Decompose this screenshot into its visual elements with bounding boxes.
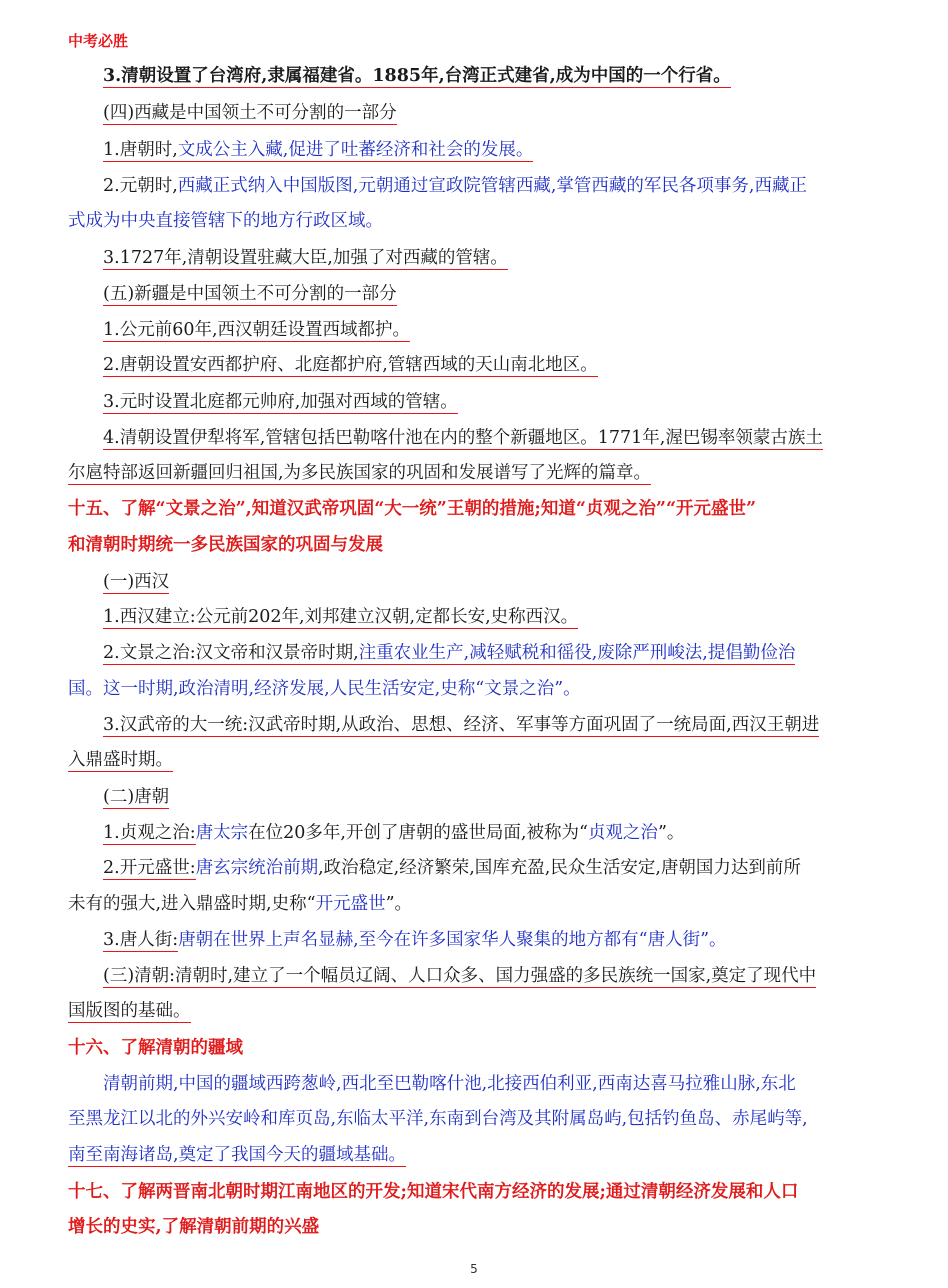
point-body: ”。 — [657, 823, 685, 843]
point-body: 至黑龙江以北的外兴安岭和库页岛,东临太平洋,东南到台湾及其附属岛屿,包括钓鱼岛、赤尾屿等, — [68, 1109, 808, 1129]
point-body: 3.1727年,清朝设置驻藏大臣,加强了对西藏的管辖。 — [103, 248, 508, 268]
subheading-tang — [103, 785, 948, 809]
point-body: 注重农业生产,减轻赋税和徭役,废除严刑峻法,提倡勤俭治 — [358, 643, 796, 663]
tibet-point-3 — [103, 246, 948, 270]
section-17-heading-cont — [68, 1215, 948, 1239]
point-body: 国版图的基础。 — [68, 1001, 191, 1021]
tang-point-3 — [103, 928, 948, 952]
section-16-heading — [68, 1036, 948, 1060]
section-heading-text: 增长的史实,了解清朝前期的兴盛 — [68, 1217, 320, 1237]
page-number: 5 — [470, 1262, 478, 1276]
point-label: 3.唐人街: — [103, 930, 179, 950]
point-keyword: 唐玄宗统治前期 — [195, 858, 319, 878]
section-heading-text: 十五、了解“文景之治”,知道汉武帝巩固“大一统”王朝的措施;知道“贞观之治”“开元盛世” — [68, 499, 757, 519]
subheading-western-han — [103, 570, 948, 594]
xinjiang-point-4 — [103, 426, 948, 450]
point-keyword: 贞观之治 — [587, 823, 658, 843]
point-body: 1.公元前60年,西汉朝廷设置西域都护。 — [103, 320, 411, 340]
point-body: ,政治稳定,经济繁荣,国库充盈,民众生活安定,唐朝国力达到前所 — [318, 858, 801, 878]
subheading-text: (五)新疆是中国领土不可分割的一部分 — [103, 284, 397, 304]
point-label: 1.贞观之治: — [103, 823, 196, 843]
point-body: 1.西汉建立:公元前202年,刘邦建立汉朝,定都长安,史称西汉。 — [103, 607, 579, 627]
han-point-2-cont — [68, 677, 948, 701]
point-body: 入鼎盛时期。 — [68, 750, 173, 770]
header-mark: 中考必胜 — [68, 32, 129, 50]
point-body: 3.汉武帝的大一统:汉武帝时期,从政治、思想、经济、军事等方面巩固了一统局面,西汉王朝进 — [103, 715, 820, 735]
point-body: (三)清朝:清朝时,建立了一个幅员辽阔、人口众多、国力强盛的多民族统一国家,奠定了现代中 — [103, 966, 817, 986]
tang-point-2-cont — [68, 892, 948, 916]
tibet-point-2 — [103, 174, 948, 198]
point-body: 2.唐朝设置安西都护府、北庭都护府,管辖西域的天山南北地区。 — [103, 355, 598, 375]
point-body: 清朝前期,中国的疆域西跨葱岭,西北至巴勒喀什池,北接西伯利亚,西南达喜马拉雅山脉,东北 — [103, 1074, 796, 1094]
section-15-heading-cont — [68, 533, 948, 557]
tibet-point-2-cont — [68, 209, 948, 233]
section-heading-text: 十七、了解两晋南北朝时期江南地区的开发;知道宋代南方经济的发展;通过清朝经济发展和人口 — [68, 1182, 799, 1202]
subheading-text: (一)西汉 — [103, 572, 170, 592]
point-body: 唐朝在世界上声名显赫,至今在许多国家华人聚集的地方都有“唐人街”。 — [178, 930, 727, 950]
point-body: 尔扈特部返回新疆回归祖国,为多民族国家的巩固和发展谱写了光辉的篇章。 — [68, 463, 652, 483]
qing-paragraph-cont — [68, 999, 948, 1023]
qing-territory-paragraph-cont — [68, 1107, 948, 1131]
point-body: 在位20多年,开创了唐朝的盛世局面,被称为“ — [248, 823, 588, 843]
qing-territory-paragraph-end — [68, 1143, 948, 1167]
point-body: 西藏正式纳入中国版图,元朝通过宣政院管辖西藏,掌管西藏的军民各项事务,西藏正 — [177, 176, 807, 196]
point-label: 2.文景之治:汉文帝和汉景帝时期, — [103, 643, 359, 663]
point-body: 南至南海诸岛,奠定了我国今天的疆域基础。 — [68, 1145, 407, 1165]
point-keyword: 唐太宗 — [195, 823, 249, 843]
qing-territory-paragraph — [103, 1072, 948, 1096]
han-point-3-cont — [68, 748, 948, 772]
point-body: 3.元时设置北庭都元帅府,加强对西域的管辖。 — [103, 392, 458, 412]
han-point-3 — [103, 713, 948, 737]
qing-paragraph — [103, 964, 948, 988]
section-17-heading — [68, 1180, 948, 1204]
han-point-2 — [103, 641, 948, 665]
xinjiang-point-3 — [103, 390, 948, 414]
point-keyword: 开元盛世 — [315, 894, 386, 914]
subheading-xinjiang — [103, 282, 948, 306]
point-label: 2.开元盛世: — [103, 858, 196, 878]
text-line — [103, 64, 948, 88]
section-heading-text: 十六、了解清朝的疆域 — [68, 1038, 243, 1058]
xinjiang-point-1 — [103, 318, 948, 342]
xinjiang-point-2 — [103, 353, 948, 377]
section-15-heading — [68, 497, 948, 521]
tibet-point-1 — [103, 138, 948, 162]
point-body: ”。 — [385, 894, 413, 914]
subheading-text: (四)西藏是中国领土不可分割的一部分 — [103, 103, 397, 123]
tang-point-1 — [103, 821, 948, 845]
point-label: 1.唐朝时, — [103, 140, 178, 160]
point-label: 2.元朝时, — [103, 176, 178, 196]
tang-point-2 — [103, 856, 948, 880]
xinjiang-point-4-cont — [68, 461, 948, 485]
point-body: 国。这一时期,政治清明,经济发展,人民生活安定,史称“文景之治”。 — [68, 679, 581, 699]
subheading-text: (二)唐朝 — [103, 787, 170, 807]
point-body: 4.清朝设置伊犁将军,管辖包括巴勒喀什池在内的整个新疆地区。1771年,渥巴锡率领蒙古族土 — [103, 428, 823, 448]
point-body: 文成公主入藏,促进了吐蕃经济和社会的发展。 — [177, 140, 534, 160]
han-point-1 — [103, 605, 948, 629]
point-body: 式成为中央直接管辖下的地方行政区域。 — [68, 211, 383, 231]
section-heading-text: 和清朝时期统一多民族国家的巩固与发展 — [68, 535, 383, 555]
subheading-tibet — [103, 101, 948, 125]
taiwan-point-3: 3.清朝设置了台湾府,隶属福建省。1885年,台湾正式建省,成为中国的一个行省。 — [103, 66, 731, 86]
point-body: 未有的强大,进入鼎盛时期,史称“ — [68, 894, 316, 914]
